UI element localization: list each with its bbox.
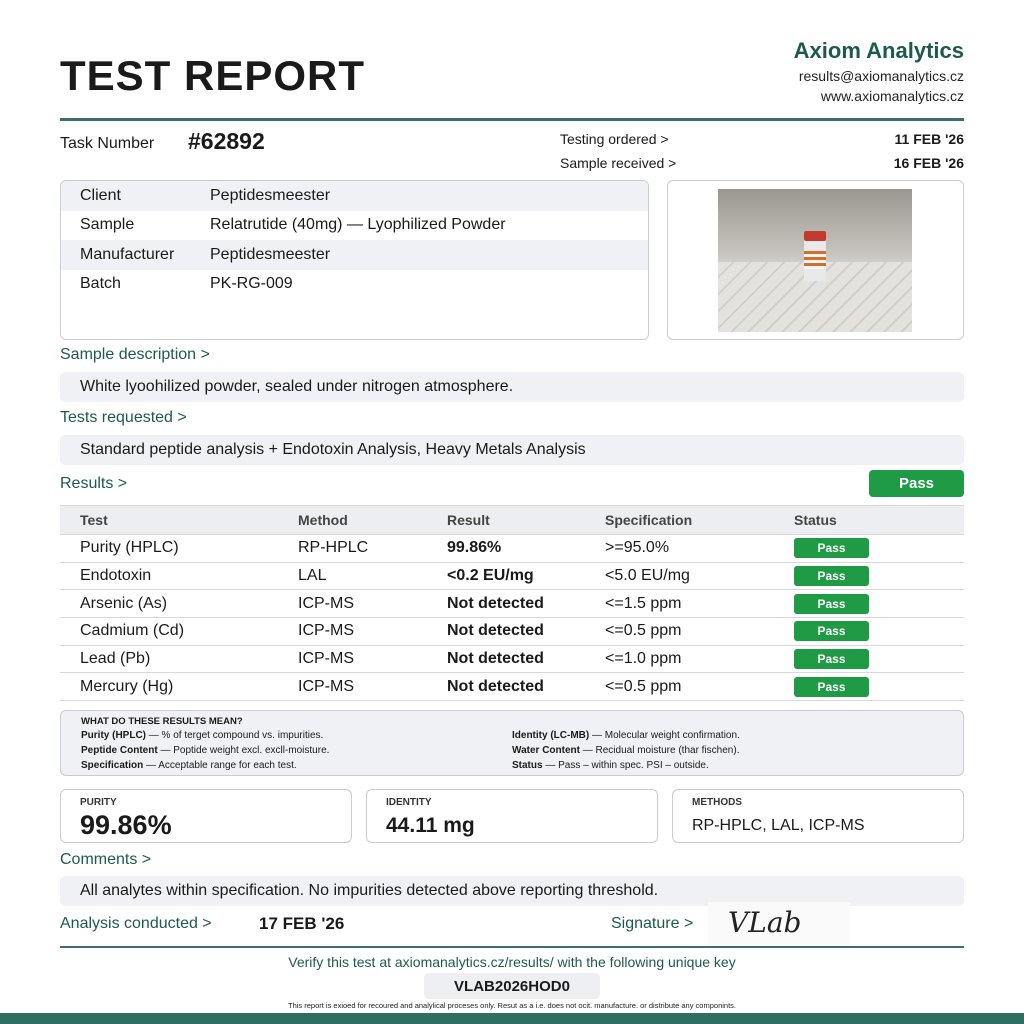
results-heading[interactable]: Results >: [60, 475, 128, 492]
cell-status: [794, 538, 964, 558]
disclaimer: This report is exioed for recoured and analylical proceses only. Resut as a i.e. does not ocit. manufacture. or distribute any componints.: [287, 1001, 736, 1010]
company-website[interactable]: www.axiomanalytics.cz: [820, 88, 964, 104]
cell-status: [794, 566, 964, 586]
table-row: [60, 618, 964, 646]
vial-image: [804, 237, 826, 281]
signature-area: [708, 902, 850, 946]
cell-spec: <=1.0 ppm: [605, 650, 682, 668]
info-key: Sample: [80, 216, 135, 234]
purity-card-value: 99.86%: [80, 810, 172, 840]
tests-requested-text: Standard peptide analysis + Endotoxin Analysis, Heavy Metals Analysis: [60, 435, 964, 465]
status-badge: Pass: [794, 538, 869, 558]
cell-result: Not detected: [447, 650, 544, 668]
info-key: Manufacturer: [80, 245, 175, 263]
overall-pass-badge: Pass: [869, 470, 964, 497]
column-header: Status: [794, 512, 837, 528]
info-key: Client: [80, 186, 121, 204]
status-badge: Pass: [794, 594, 869, 614]
legend-column-left: [81, 728, 512, 773]
cell-spec: <=0.5 ppm: [605, 622, 682, 640]
vial-label: [804, 251, 826, 269]
cell-result: <0.2 EU/mg: [447, 567, 534, 585]
cell-method: ICP-MS: [298, 594, 354, 612]
cell-test: Endotoxin: [80, 567, 152, 585]
cell-method: ICP-MS: [298, 622, 354, 640]
company-name: Axiom Analytics: [793, 38, 964, 63]
table-row: [60, 646, 964, 674]
analysis-conducted-date: 17 FEB '26: [259, 914, 345, 933]
status-badge: Pass: [794, 677, 869, 697]
cell-spec: >=95.0%: [605, 539, 670, 557]
info-row-sample: [61, 211, 648, 241]
comments-heading[interactable]: Comments >: [60, 851, 152, 868]
verification-key[interactable]: VLAB2026HOD0: [424, 973, 600, 999]
sample-received-label: Sample received >: [560, 155, 677, 171]
cell-method: RP-HPLC: [298, 539, 369, 557]
dates-block: [560, 127, 964, 175]
signature-label[interactable]: Signature >: [611, 915, 694, 932]
sample-info-box: [60, 180, 649, 340]
company-block: [794, 38, 964, 104]
verify-text: Verify this test at axiomanalytics.cz/results/ with the following unique key: [288, 954, 736, 970]
legend-item: Purity (HPLC) — % of terget compound vs. impurities.: [81, 730, 324, 741]
cell-method: ICP-MS: [298, 650, 354, 668]
cell-test: Purity (HPLC): [80, 539, 179, 557]
testing-ordered-value: 11 FEB '26: [894, 131, 964, 147]
sample-photo[interactable]: [718, 189, 912, 332]
cell-result: Not detected: [447, 622, 544, 640]
cell-status: [794, 649, 964, 669]
company-email[interactable]: results@axiomanalytics.cz: [798, 68, 964, 84]
cell-result: Not detected: [447, 594, 544, 612]
info-value: Relatrutide (40mg) — Lyophilized Powder: [210, 216, 506, 234]
column-header: Specification: [605, 512, 693, 528]
methods-card-value: RP-HPLC, LAL, ICP-MS: [692, 817, 865, 834]
info-value: PK-RG-009: [210, 275, 293, 293]
sample-photo-frame: [667, 180, 964, 340]
identity-card-value: 44.11 mg: [386, 814, 475, 837]
cell-method: ICP-MS: [298, 677, 354, 695]
info-row-manufacturer: [61, 240, 648, 270]
cell-result: Not detected: [447, 677, 544, 695]
legend-column-right: [512, 728, 943, 773]
results-header-row: [60, 505, 964, 535]
status-badge: Pass: [794, 621, 869, 641]
cell-result: 99.86%: [447, 539, 502, 557]
methods-card-label: METHODS: [692, 797, 742, 808]
sample-received-value: 16 FEB '26: [893, 155, 964, 171]
footer-band: [0, 1013, 1024, 1024]
results-table: [60, 505, 964, 701]
legend-title: WHAT DO THESE RESULTS MEAN?: [81, 716, 243, 727]
table-row: [60, 563, 964, 591]
info-value: Peptidesmeester: [210, 186, 331, 204]
task-number: #62892: [188, 128, 265, 154]
purity-card-label: PURITY: [80, 797, 117, 808]
analysis-conducted-label[interactable]: Analysis conducted >: [60, 915, 212, 932]
methods-card: [672, 789, 964, 843]
results-legend: [60, 710, 964, 776]
table-row: [60, 673, 964, 701]
status-badge: Pass: [794, 649, 869, 669]
testing-ordered-row[interactable]: [560, 127, 964, 151]
identity-card: [366, 789, 658, 843]
cell-spec: <5.0 EU/mg: [605, 567, 690, 585]
legend-item: Status — Pass – within spec. PSI – outside.: [512, 760, 709, 771]
column-header: Method: [298, 512, 348, 528]
purity-card: [60, 789, 352, 843]
cell-test: Lead (Pb): [80, 650, 151, 668]
column-header: Test: [80, 512, 108, 528]
header-divider: [60, 118, 964, 121]
cell-test: Mercury (Hg): [80, 677, 174, 695]
cell-test: Cadmium (Cd): [80, 622, 185, 640]
signature: VLab: [728, 906, 802, 939]
cell-test: Arsenic (As): [80, 594, 168, 612]
footer-divider: [60, 946, 964, 948]
info-value: Peptidesmeester: [210, 245, 331, 263]
sample-description-heading[interactable]: Sample description >: [60, 346, 210, 363]
table-row: [60, 535, 964, 563]
status-badge: Pass: [794, 566, 869, 586]
cell-status: [794, 594, 964, 614]
table-row: [60, 590, 964, 618]
comments-text: All analytes within specification. No impurities detected above reporting threshold.: [60, 876, 964, 906]
info-key: Batch: [80, 275, 121, 293]
report-title: TEST REPORT: [60, 52, 366, 99]
legend-item: Peptide Content — Poptide weight excl. excll-moisture.: [81, 745, 330, 756]
legend-item: Identity (LC-MB) — Molecular weight confirmation.: [512, 730, 740, 741]
column-header: Result: [447, 512, 490, 528]
cell-spec: <=1.5 ppm: [605, 594, 682, 612]
sample-received-row[interactable]: [560, 151, 964, 175]
testing-ordered-label: Testing ordered >: [560, 131, 669, 147]
vial-cap: [804, 231, 826, 241]
cell-method: LAL: [298, 567, 327, 585]
tests-requested-heading[interactable]: Tests requested >: [60, 409, 187, 426]
cell-status: [794, 621, 964, 641]
info-row-client: [61, 181, 648, 211]
task-number-label: Task Number: [60, 135, 155, 152]
identity-card-label: IDENTITY: [386, 797, 432, 808]
legend-item: Specification — Acceptable range for each test.: [81, 760, 297, 771]
cell-spec: <=0.5 ppm: [605, 677, 682, 695]
sample-description-text: White lyoohilized powder, sealed under nitrogen atmosphere.: [60, 372, 964, 402]
info-row-batch: [61, 270, 648, 300]
cell-status: [794, 677, 964, 697]
legend-item: Water Content — Recidual moisture (thar fischen).: [512, 745, 740, 756]
